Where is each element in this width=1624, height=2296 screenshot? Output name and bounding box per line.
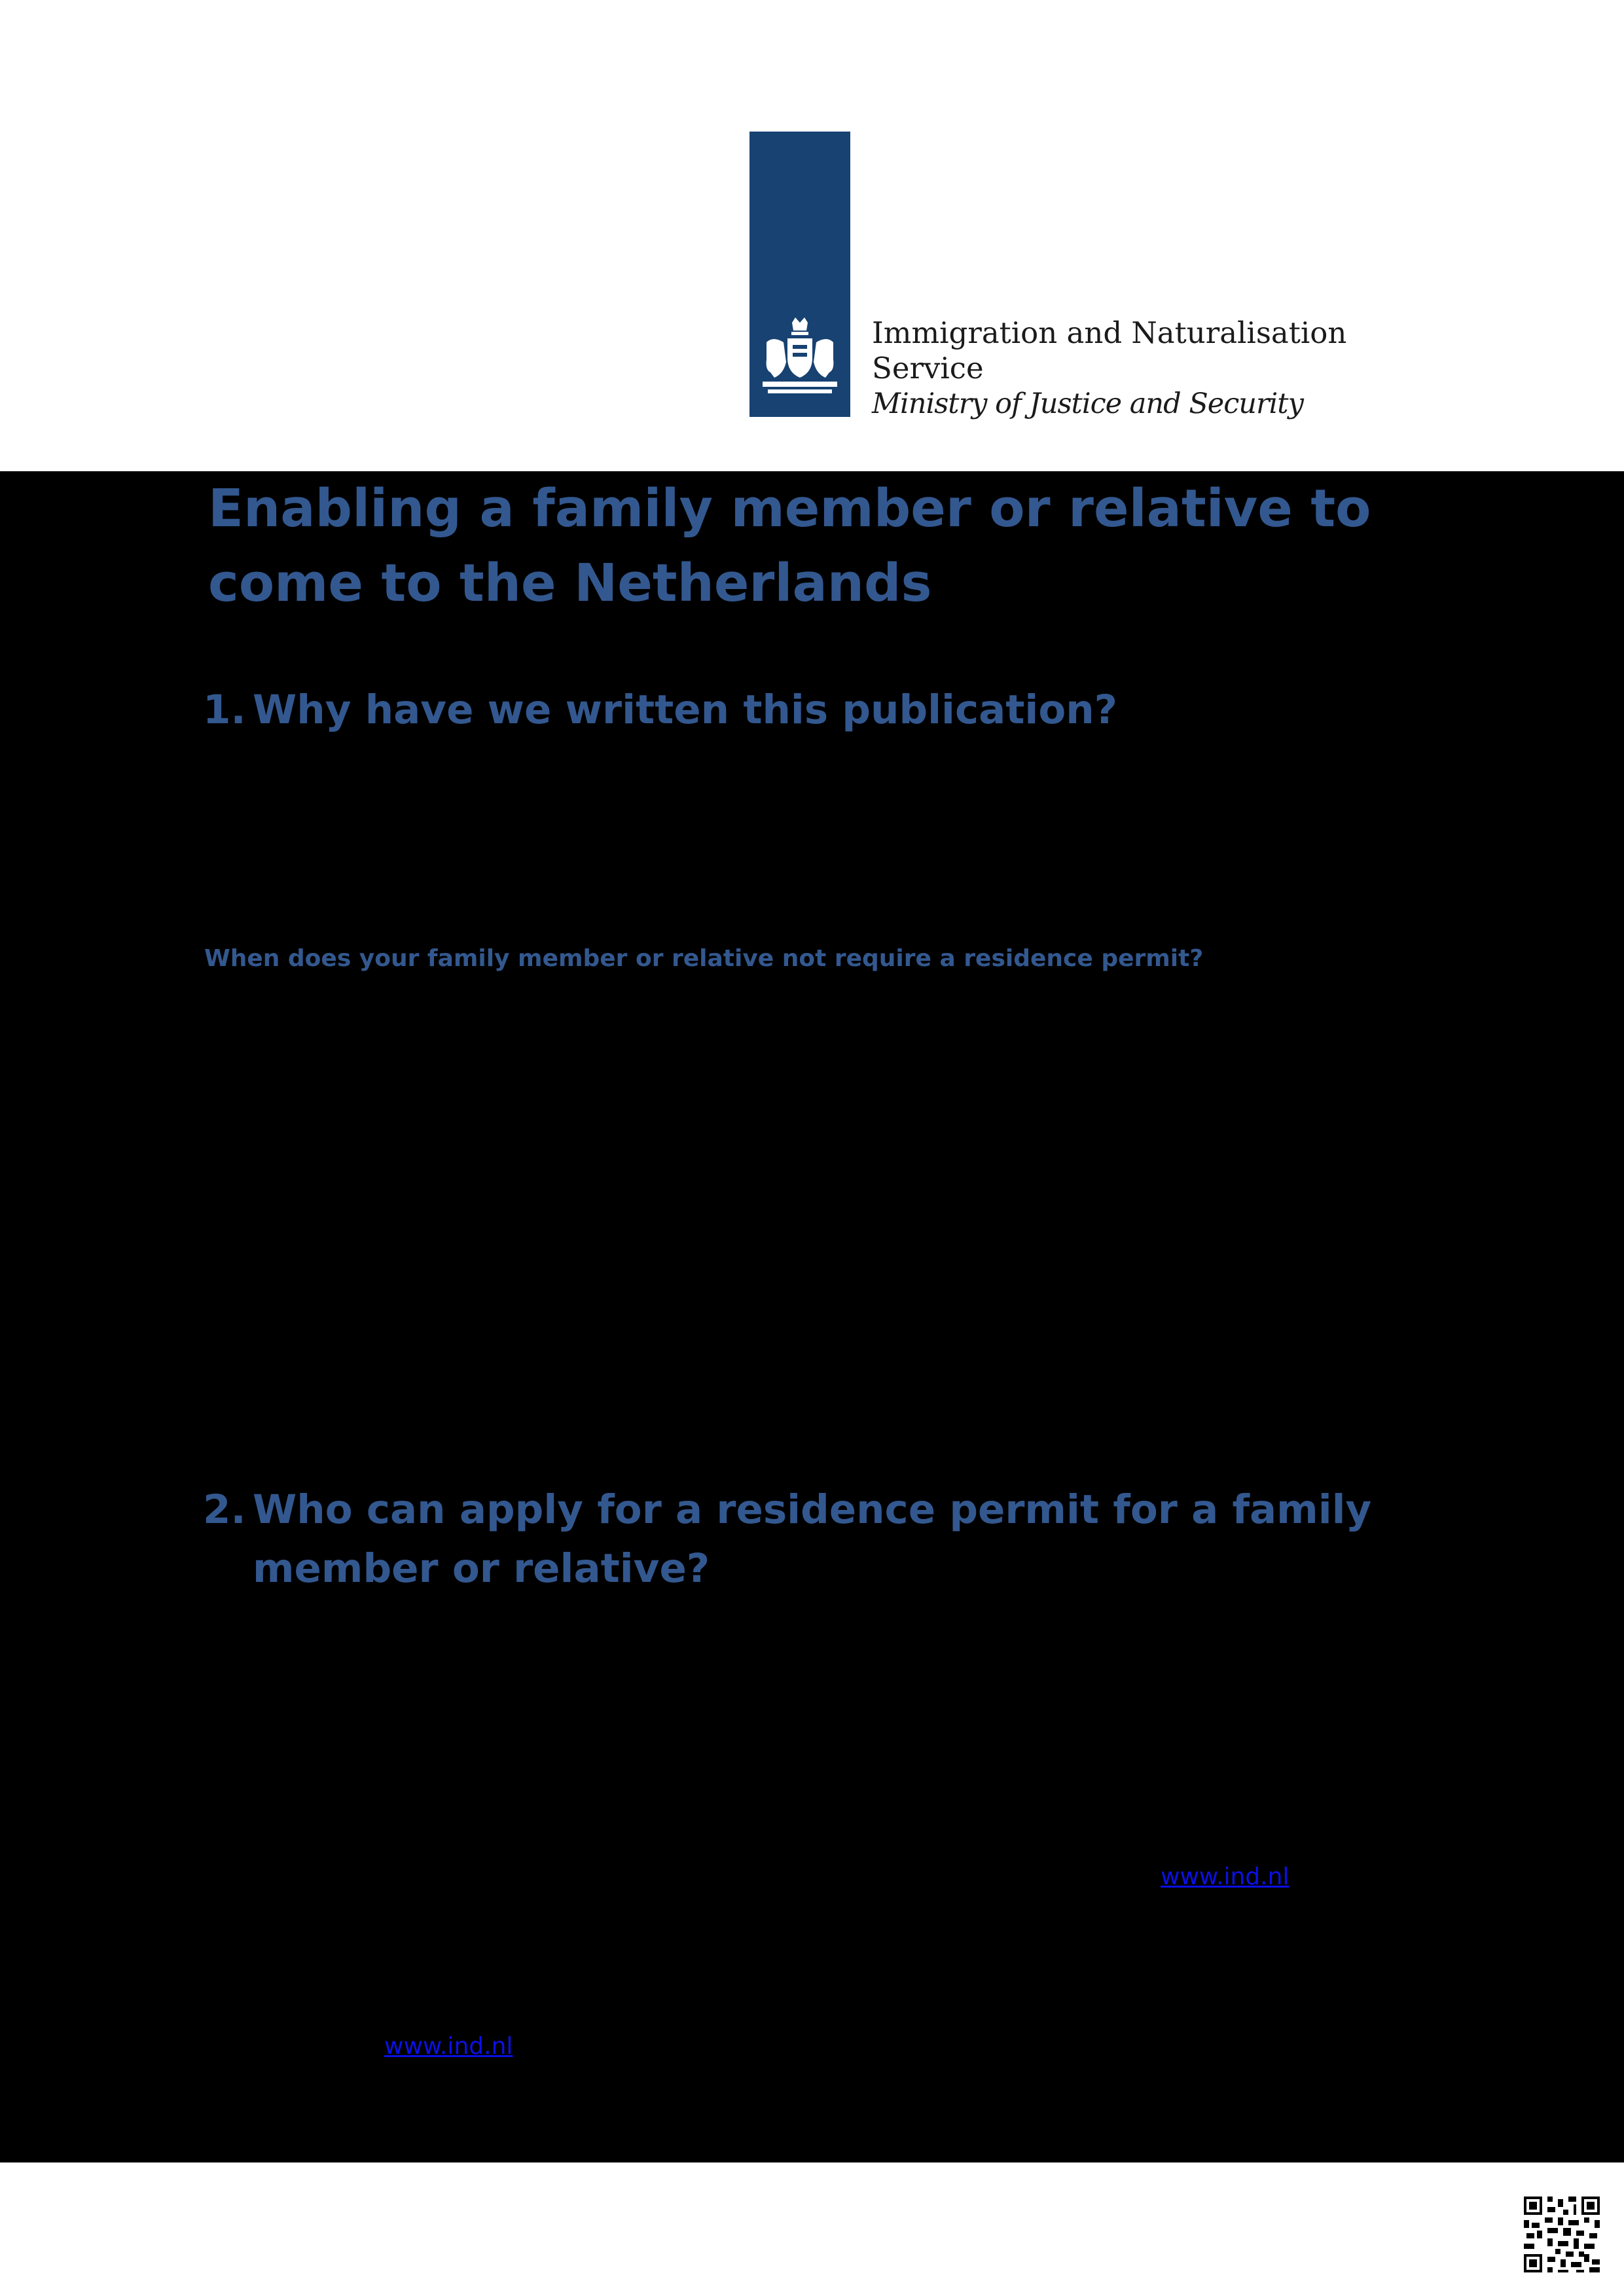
logo-text bbox=[872, 315, 1346, 422]
government-logo-bar bbox=[749, 132, 850, 417]
section-1-heading bbox=[203, 681, 1447, 740]
page-title: Enabling a family member or relative to come to the Netherlands bbox=[208, 478, 1371, 613]
organisation-name-line1: Immigration and Naturalisation bbox=[872, 315, 1347, 350]
ministry-name: Ministry of Justice and Security bbox=[872, 387, 1303, 420]
section-2-number: 2. bbox=[203, 1486, 246, 1533]
qr-code bbox=[1524, 2197, 1600, 2272]
coat-of-arms-icon bbox=[755, 316, 845, 401]
ind-website-link-2[interactable]: www.ind.nl bbox=[384, 2033, 513, 2060]
section-2-heading bbox=[203, 1480, 1447, 1598]
ind-website-link[interactable]: www.ind.nl bbox=[1161, 1863, 1290, 1890]
section-2-title: Who can apply for a residence permit for a family member or relative? bbox=[253, 1486, 1372, 1592]
section-1-subheading: When does your family member or relative not require a residence permit? bbox=[204, 945, 1204, 972]
section-1-title: Why have we written this publication? bbox=[253, 687, 1118, 733]
organisation-name-line2: Service bbox=[872, 351, 984, 386]
section-1-number: 1. bbox=[203, 687, 246, 733]
